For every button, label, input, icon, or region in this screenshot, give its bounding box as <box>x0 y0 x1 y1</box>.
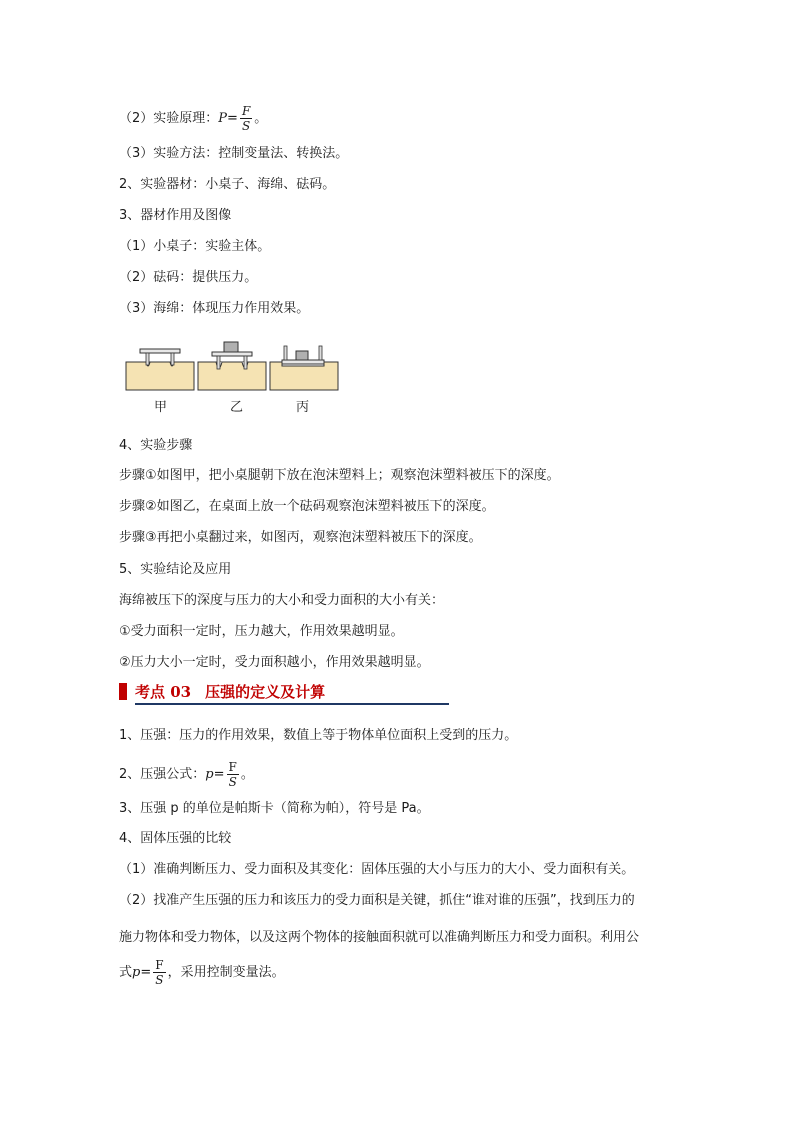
formula-eq: = <box>213 767 225 782</box>
formula-end: 。 <box>240 767 254 782</box>
steps-heading: 4、实验步骤 <box>119 438 193 453</box>
principle-text: （2）实验原理： <box>119 111 219 126</box>
equipment-line: 2、实验器材：小桌子、海绵、砝码。 <box>119 177 336 192</box>
formula-fraction <box>153 958 165 987</box>
fraction-denominator: S <box>241 119 251 133</box>
setup-bing <box>270 346 338 390</box>
formula-lhs: P <box>218 111 228 126</box>
formula-eq: = <box>140 965 152 980</box>
heading-text <box>135 680 325 704</box>
sponge-role-line: （3）海绵：体现压力作用效果。 <box>119 301 310 316</box>
conclusion-intro: 海绵被压下的深度与压力的大小和受力面积的大小有关： <box>119 593 445 608</box>
conclusion-1: ①受力面积一定时，压力越大，作用效果越明显。 <box>119 624 404 639</box>
compare-point-2a: （2）找准产生压强的压力和该压力的受力面积是关键，抓住“谁对谁的压强”，找到压力的 <box>119 893 635 908</box>
table-role-line: （1）小桌子：实验主体。 <box>119 239 271 254</box>
caption-jia: 甲 <box>154 400 168 415</box>
unit-line: 3、压强 p 的单位是帕斯卡（简称为帕），符号是 Pa。 <box>119 801 430 816</box>
fraction-numerator: F <box>228 760 237 774</box>
setup-yi <box>198 342 266 390</box>
principle-end: 。 <box>254 111 268 126</box>
heading-title: 压强的定义及计算 <box>205 683 326 701</box>
step-2: 步骤②如图乙，在桌面上放一个砝码观察泡沫塑料被压下的深度。 <box>119 499 495 514</box>
principle-line <box>119 104 267 133</box>
solid-compare-heading: 4、固体压强的比较 <box>119 831 232 846</box>
formula-eq: = <box>227 111 238 126</box>
pressure-definition: 1、压强：压力的作用效果，数值上等于物体单位面积上受到的压力。 <box>119 728 518 743</box>
table-top-bing <box>282 360 324 364</box>
formula-label: 2、压强公式： <box>119 767 206 782</box>
fraction-denominator: S <box>228 775 237 789</box>
caption-bing: 丙 <box>296 400 310 415</box>
heading-label: 考点 03 <box>135 683 192 701</box>
step-3: 步骤③再把小桌翻过来，如图丙，观察泡沫塑料被压下的深度。 <box>119 530 482 545</box>
fraction-numerator: F <box>155 958 164 972</box>
formula-fraction <box>240 104 252 133</box>
sponge-jia <box>126 362 194 390</box>
formula-lhs: p <box>132 965 141 980</box>
weight-bing <box>296 351 308 360</box>
caption-yi: 乙 <box>230 400 244 415</box>
sponge-yi <box>198 362 266 390</box>
experiment-figure <box>124 340 340 418</box>
compare-point-2c <box>119 958 285 987</box>
step-1: 步骤①如图甲，把小桌腿朝下放在泡沫塑料上；观察泡沫塑料被压下的深度。 <box>119 468 560 483</box>
formula-prefix: 式 <box>119 965 133 980</box>
formula-fraction <box>227 760 239 789</box>
compare-point-2b: 施力物体和受力物体，以及这两个物体的接触面积就可以准确判断压力和受力面积。利用公 <box>119 930 640 945</box>
heading-bar-icon <box>119 683 127 700</box>
conclusion-heading: 5、实验结论及应用 <box>119 562 232 577</box>
setup-jia <box>126 349 194 390</box>
formula-lhs: p <box>205 767 214 782</box>
weight-yi <box>224 342 238 352</box>
conclusion-2: ②压力大小一定时，受力面积越小，作用效果越明显。 <box>119 655 430 670</box>
weight-role-line: （2）砝码：提供压力。 <box>119 270 258 285</box>
experiment-illustration <box>124 340 340 398</box>
method-line: （3）实验方法：控制变量法、转换法。 <box>119 146 349 161</box>
fraction-denominator: S <box>155 973 164 987</box>
compare-point-1: （1）准确判断压力、受力面积及其变化：固体压强的大小与压力的大小、受力面积有关。 <box>119 862 635 877</box>
fraction-numerator: F <box>241 104 251 118</box>
table-top-jia <box>140 349 180 353</box>
equipment-role-heading: 3、器材作用及图像 <box>119 208 232 223</box>
table-top-yi <box>212 352 252 356</box>
heading-underline <box>135 703 449 705</box>
pressure-formula-line <box>119 760 254 789</box>
formula-suffix: ，采用控制变量法。 <box>167 965 285 980</box>
